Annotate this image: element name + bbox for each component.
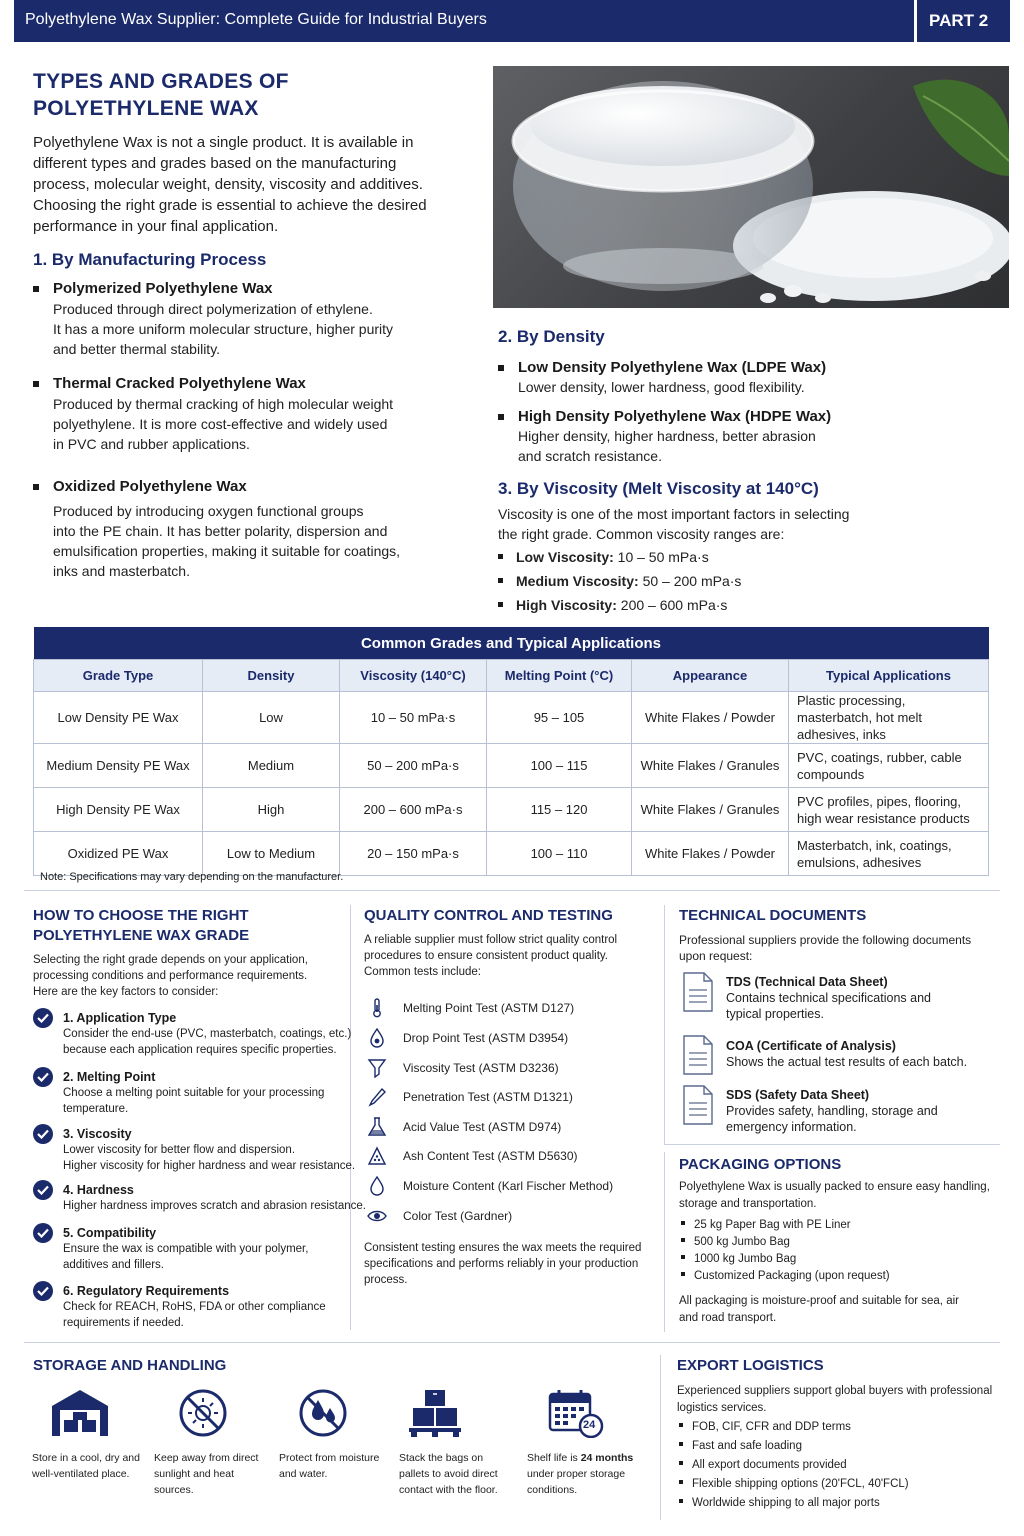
test-label: Melting Point Test (ASTM D127) <box>403 1001 575 1015</box>
doc-title: COA (Certificate of Analysis) <box>726 1039 896 1053</box>
process-item-line: emulsification properties, making it suitable for coatings, <box>53 543 401 559</box>
viscosity-value: 50 – 200 mPa·s <box>642 573 742 589</box>
viscosity-intro-line: Viscosity is one of the most important factors in selecting <box>498 506 850 522</box>
banner-divider <box>914 0 917 42</box>
intro-line: performance in your final application. <box>33 218 279 235</box>
process-item-thermal-cracked <box>53 375 453 454</box>
doc-item-sds <box>726 1088 938 1135</box>
table-cell: 200 – 600 mPa·s <box>340 788 487 832</box>
column-header: Viscosity (140°C) <box>340 660 487 692</box>
doc-title: SDS (Safety Data Sheet) <box>726 1088 870 1102</box>
column-divider <box>350 905 351 1330</box>
grades-table <box>33 627 989 876</box>
packaging-item <box>681 1268 890 1285</box>
quality-intro-line: A reliable supplier must follow strict quality control <box>364 934 618 946</box>
table-cell: Low Density PE Wax <box>34 692 203 744</box>
storage-item-cool-dry <box>32 1450 140 1482</box>
table-cell: 115 – 120 <box>487 788 632 832</box>
table-cell: White Flakes / Granules <box>632 744 789 788</box>
storage-item-pallets <box>399 1450 498 1498</box>
packaging-heading: PACKAGING OPTIONS <box>679 1156 842 1173</box>
banner-part-label: PART 2 <box>929 11 989 30</box>
viscosity-list <box>498 547 741 619</box>
table-row <box>34 744 989 788</box>
storage-item-moisture <box>279 1450 379 1482</box>
packaging-list <box>681 1217 890 1285</box>
choose-item-title: 6. Regulatory Requirements <box>63 1284 230 1298</box>
packaging-intro-line: storage and transportation. <box>679 1198 817 1210</box>
export-item-label: All export documents provided <box>692 1459 847 1471</box>
intro-line: different types and grades based on the manufacturing <box>33 155 397 172</box>
test-label: Viscosity Test (ASTM D3236) <box>403 1061 559 1075</box>
intro-line: Polyethylene Wax is not a single product. It is available in <box>33 134 414 151</box>
choose-intro-line: processing conditions and performance requirements. <box>33 970 308 982</box>
choose-heading <box>33 906 249 946</box>
viscosity-label: High Viscosity: <box>516 597 617 613</box>
process-item-line: and better thermal stability. <box>53 341 221 357</box>
process-heading: 1. By Manufacturing Process <box>33 250 267 269</box>
choose-item-line: temperature. <box>63 1103 129 1115</box>
export-intro <box>677 1383 992 1417</box>
types-heading <box>33 68 289 122</box>
storage-line: and water. <box>279 1468 328 1480</box>
doc-line: Contains technical specifications and <box>726 991 931 1005</box>
density-item-ldpe <box>518 359 988 397</box>
viscosity-item <box>498 547 741 571</box>
choose-heading-line-2: POLYETHYLENE WAX GRADE <box>33 927 250 944</box>
process-item-line: Produced through direct polymerization of ethylene. <box>53 301 373 317</box>
intro-line: Choosing the right grade is essential to achieve the desired <box>33 197 427 214</box>
choose-item-line: requirements if needed. <box>63 1317 184 1329</box>
viscosity-value: 10 – 50 mPa·s <box>617 549 709 565</box>
eye-icon <box>367 1206 387 1226</box>
column-header: Typical Applications <box>789 660 989 692</box>
document-icon <box>682 1085 714 1125</box>
process-item-title: Polymerized Polyethylene Wax <box>53 280 453 297</box>
no-water-icon <box>293 1388 353 1438</box>
storage-line: Keep away from direct <box>154 1452 259 1464</box>
table-cell: 10 – 50 mPa·s <box>340 692 487 744</box>
process-item-line: into the PE chain. It has better polarity, dispersion and <box>53 523 388 539</box>
test-label: Moisture Content (Karl Fischer Method) <box>403 1179 614 1193</box>
choose-item-regulatory <box>63 1284 326 1331</box>
export-heading: EXPORT LOGISTICS <box>677 1357 824 1374</box>
choose-item-title: 3. Viscosity <box>63 1127 132 1141</box>
export-item <box>679 1456 909 1475</box>
viscosity-label: Medium Viscosity: <box>516 573 639 589</box>
no-sun-icon <box>173 1388 233 1438</box>
packaging-item <box>681 1217 890 1234</box>
choose-item-line: because each application requires specific properties. <box>63 1044 337 1056</box>
docs-intro <box>679 932 971 964</box>
packaging-outro-line: and road transport. <box>679 1312 777 1324</box>
types-intro <box>33 132 473 237</box>
section-divider <box>24 890 1000 891</box>
table-cell: 20 – 150 mPa·s <box>340 832 487 876</box>
types-heading-line-1: TYPES AND GRADES OF <box>33 70 289 93</box>
doc-line: typical properties. <box>726 1007 824 1021</box>
density-item-title: Low Density Polyethylene Wax (LDPE Wax) <box>518 359 988 376</box>
types-heading-line-2: POLYETHYLENE WAX <box>33 97 259 120</box>
packaging-intro <box>679 1179 990 1213</box>
packaging-item-label: Customized Packaging (upon request) <box>694 1270 890 1282</box>
storage-line: sources. <box>154 1484 194 1496</box>
process-item-line: Produced by thermal cracking of high molecular weight <box>53 396 394 412</box>
doc-item-coa <box>726 1039 967 1070</box>
process-item-oxidized <box>53 478 453 581</box>
check-icon <box>33 1223 53 1243</box>
export-intro-line: Experienced suppliers support global buyers with professional <box>677 1385 993 1397</box>
density-item-line: Higher density, higher hardness, better abrasion <box>518 428 816 444</box>
table-cell: Low <box>203 692 340 744</box>
choose-item-line: additives and fillers. <box>63 1259 164 1271</box>
choose-intro <box>33 952 308 1000</box>
water-drop-icon <box>367 1176 387 1196</box>
quality-intro-line: procedures to ensure consistent product quality. <box>364 950 608 962</box>
check-icon <box>33 1067 53 1087</box>
flask-icon <box>367 1117 387 1137</box>
choose-item-line: Higher hardness improves scratch and abrasion resistance. <box>63 1200 366 1212</box>
storage-line: conditions. <box>527 1484 578 1496</box>
choose-item-line: Consider the end-use (PVC, masterbatch, coatings, etc.) <box>63 1028 352 1040</box>
column-header: Melting Point (°C) <box>487 660 632 692</box>
table-cell: Oxidized PE Wax <box>34 832 203 876</box>
table-caption: Common Grades and Typical Applications <box>34 627 989 660</box>
column-divider <box>664 1152 665 1332</box>
table-cell: Plastic processing, masterbatch, hot melt adhesives, inks <box>789 692 989 744</box>
check-icon <box>33 1124 53 1144</box>
docs-intro-line: upon request: <box>679 949 753 963</box>
drop-icon <box>367 1028 387 1048</box>
doc-item-tds <box>726 975 931 1022</box>
choose-item-application <box>63 1011 351 1058</box>
process-item-line: Produced by introducing oxygen functional groups <box>53 503 364 519</box>
wax-bowl-illustration <box>493 66 1009 308</box>
table-row <box>34 788 989 832</box>
table-row <box>34 692 989 744</box>
column-header: Grade Type <box>34 660 203 692</box>
packaging-item <box>681 1251 890 1268</box>
funnel-icon <box>367 1058 387 1078</box>
column-divider <box>664 905 665 1145</box>
export-list <box>679 1418 909 1513</box>
pallet-icon <box>405 1388 465 1438</box>
section-divider <box>24 1342 1000 1343</box>
export-item <box>679 1418 909 1437</box>
document-icon <box>682 1035 714 1075</box>
check-icon <box>33 1281 53 1301</box>
table-cell: 95 – 105 <box>487 692 632 744</box>
density-item-line: Lower density, lower hardness, good flexibility. <box>518 379 805 395</box>
choose-intro-line: Here are the key factors to consider: <box>33 986 219 998</box>
calendar-badge: 24 <box>583 1419 596 1431</box>
choose-item-title: 4. Hardness <box>63 1183 134 1197</box>
doc-line: emergency information. <box>726 1120 857 1134</box>
choose-heading-line-1: HOW TO CHOOSE THE RIGHT <box>33 907 249 924</box>
doc-line: Provides safety, handling, storage and <box>726 1104 938 1118</box>
test-label: Penetration Test (ASTM D1321) <box>403 1090 573 1104</box>
choose-item-melting-point <box>63 1070 324 1117</box>
table-cell: 100 – 115 <box>487 744 632 788</box>
density-item-hdpe <box>518 408 988 466</box>
export-item-label: Fast and safe loading <box>692 1440 802 1452</box>
table-cell: Medium Density PE Wax <box>34 744 203 788</box>
packaging-item-label: 25 kg Paper Bag with PE Liner <box>694 1219 851 1231</box>
choose-item-title: 2. Melting Point <box>63 1070 156 1084</box>
quality-outro-line: process. <box>364 1274 408 1286</box>
process-item-line: polyethylene. It is more cost-effective and widely used <box>53 416 388 432</box>
export-item-label: Flexible shipping options (20'FCL, 40'FCL) <box>692 1478 909 1490</box>
viscosity-value: 200 – 600 mPa·s <box>620 597 728 613</box>
packaging-outro <box>679 1293 959 1327</box>
table-cell: White Flakes / Powder <box>632 832 789 876</box>
process-item-title: Oxidized Polyethylene Wax <box>53 478 453 495</box>
table-cell: 100 – 110 <box>487 832 632 876</box>
storage-line: under proper storage <box>527 1468 626 1480</box>
table-cell: Medium <box>203 744 340 788</box>
quality-intro <box>364 932 617 980</box>
needle-icon <box>367 1087 387 1107</box>
process-item-polymerized <box>53 280 453 359</box>
quality-outro <box>364 1240 641 1288</box>
process-item-line: inks and masterbatch. <box>53 563 190 579</box>
column-divider <box>660 1355 661 1520</box>
storage-line: Stack the bags on <box>399 1452 484 1464</box>
choose-item-title: 1. Application Type <box>63 1011 177 1025</box>
shelf-life-prefix: Shelf life is <box>527 1452 581 1464</box>
calendar-icon <box>546 1388 606 1440</box>
storage-line: Protect from moisture <box>279 1452 380 1464</box>
viscosity-heading: 3. By Viscosity (Melt Viscosity at 140°C) <box>498 479 819 498</box>
doc-title: TDS (Technical Data Sheet) <box>726 975 888 989</box>
check-icon <box>33 1180 53 1200</box>
choose-item-viscosity <box>63 1127 355 1174</box>
process-item-line: It has a more uniform molecular structure, higher purity <box>53 321 394 337</box>
storage-line: well-ventilated place. <box>32 1468 130 1480</box>
shelf-life-duration: 24 months <box>580 1452 634 1464</box>
choose-intro-line: Selecting the right grade depends on your application, <box>33 954 308 966</box>
section-divider <box>664 1144 1000 1145</box>
table-cell: PVC, coatings, rubber, cable compounds <box>789 744 989 788</box>
density-item-line: and scratch resistance. <box>518 448 662 464</box>
export-item <box>679 1437 909 1456</box>
export-item <box>679 1475 909 1494</box>
top-banner <box>14 0 1010 42</box>
viscosity-label: Low Viscosity: <box>516 549 614 565</box>
export-item <box>679 1494 909 1513</box>
table-cell: PVC profiles, pipes, flooring, high wear resistance products <box>789 788 989 832</box>
table-cell: High <box>203 788 340 832</box>
table-cell: High Density PE Wax <box>34 788 203 832</box>
thermometer-icon <box>367 998 387 1018</box>
packaging-item-label: 500 kg Jumbo Bag <box>694 1236 790 1248</box>
storage-line: pallets to avoid direct <box>399 1468 498 1480</box>
test-label: Ash Content Test (ASTM D5630) <box>403 1149 578 1163</box>
viscosity-item <box>498 571 741 595</box>
docs-intro-line: Professional suppliers provide the following documents <box>679 933 972 947</box>
quality-intro-line: Common tests include: <box>364 966 481 978</box>
storage-line: Store in a cool, dry and <box>32 1452 140 1464</box>
table-note: Note: Specifications may vary depending on the manufacturer. <box>40 871 344 883</box>
process-item-title: Thermal Cracked Polyethylene Wax <box>53 375 453 392</box>
quality-outro-line: specifications and performs reliably in your production <box>364 1258 639 1270</box>
choose-item-hardness <box>63 1183 366 1214</box>
table-cell: White Flakes / Granules <box>632 788 789 832</box>
choose-item-line: Choose a melting point suitable for your processing <box>63 1087 325 1099</box>
test-label: Acid Value Test (ASTM D974) <box>403 1120 562 1134</box>
choose-item-line: Ensure the wax is compatible with your polymer, <box>63 1243 309 1255</box>
packaging-intro-line: Polyethylene Wax is usually packed to ensure easy handling, <box>679 1181 990 1193</box>
viscosity-item <box>498 595 741 619</box>
choose-item-line: Higher viscosity for higher hardness and wear resistance. <box>63 1160 356 1172</box>
viscosity-intro-line: the right grade. Common viscosity ranges are: <box>498 526 785 542</box>
storage-item-shelf-life <box>527 1450 633 1498</box>
table-cell: 50 – 200 mPa·s <box>340 744 487 788</box>
test-label: Drop Point Test (ASTM D3954) <box>403 1031 569 1045</box>
wax-pellets-photo <box>493 66 1009 308</box>
packaging-outro-line: All packaging is moisture-proof and suitable for sea, air <box>679 1295 959 1307</box>
document-icon <box>682 972 714 1012</box>
choose-item-title: 5. Compatibility <box>63 1226 157 1240</box>
choose-item-compatibility <box>63 1226 308 1273</box>
test-label: Color Test (Gardner) <box>403 1209 513 1223</box>
banner-title: Polyethylene Wax Supplier: Complete Guide for Industrial Buyers <box>25 11 487 28</box>
quality-heading: QUALITY CONTROL AND TESTING <box>364 907 613 924</box>
storage-item-sunlight <box>154 1450 258 1498</box>
ash-icon <box>367 1146 387 1166</box>
docs-heading: TECHNICAL DOCUMENTS <box>679 907 867 924</box>
intro-line: process, molecular weight, density, viscosity and additives. <box>33 176 423 193</box>
density-item-title: High Density Polyethylene Wax (HDPE Wax) <box>518 408 988 425</box>
storage-line: contact with the floor. <box>399 1484 498 1496</box>
packaging-item <box>681 1234 890 1251</box>
column-header: Appearance <box>632 660 789 692</box>
choose-item-line: Check for REACH, RoHS, FDA or other compliance <box>63 1301 326 1313</box>
quality-outro-line: Consistent testing ensures the wax meets the required <box>364 1242 642 1254</box>
packaging-item-label: 1000 kg Jumbo Bag <box>694 1253 797 1265</box>
storage-line <box>527 1450 633 1466</box>
export-intro-line: logistics services. <box>677 1402 767 1414</box>
doc-line: Shows the actual test results of each batch. <box>726 1055 968 1069</box>
density-heading: 2. By Density <box>498 327 605 346</box>
storage-line: sunlight and heat <box>154 1468 234 1480</box>
export-item-label: FOB, CIF, CFR and DDP terms <box>692 1421 851 1433</box>
table-cell: Low to Medium <box>203 832 340 876</box>
check-icon <box>33 1008 53 1028</box>
warehouse-icon <box>50 1388 110 1438</box>
table-cell: Masterbatch, ink, coatings, emulsions, adhesives <box>789 832 989 876</box>
column-header: Density <box>203 660 340 692</box>
process-item-line: in PVC and rubber applications. <box>53 436 250 452</box>
choose-item-line: Lower viscosity for better flow and dispersion. <box>63 1144 296 1156</box>
table-row <box>34 832 989 876</box>
table-cell: White Flakes / Powder <box>632 692 789 744</box>
viscosity-intro <box>498 504 978 544</box>
storage-heading: STORAGE AND HANDLING <box>33 1357 227 1374</box>
calendar-grid-icon <box>546 1388 606 1438</box>
export-item-label: Worldwide shipping to all major ports <box>692 1497 880 1509</box>
